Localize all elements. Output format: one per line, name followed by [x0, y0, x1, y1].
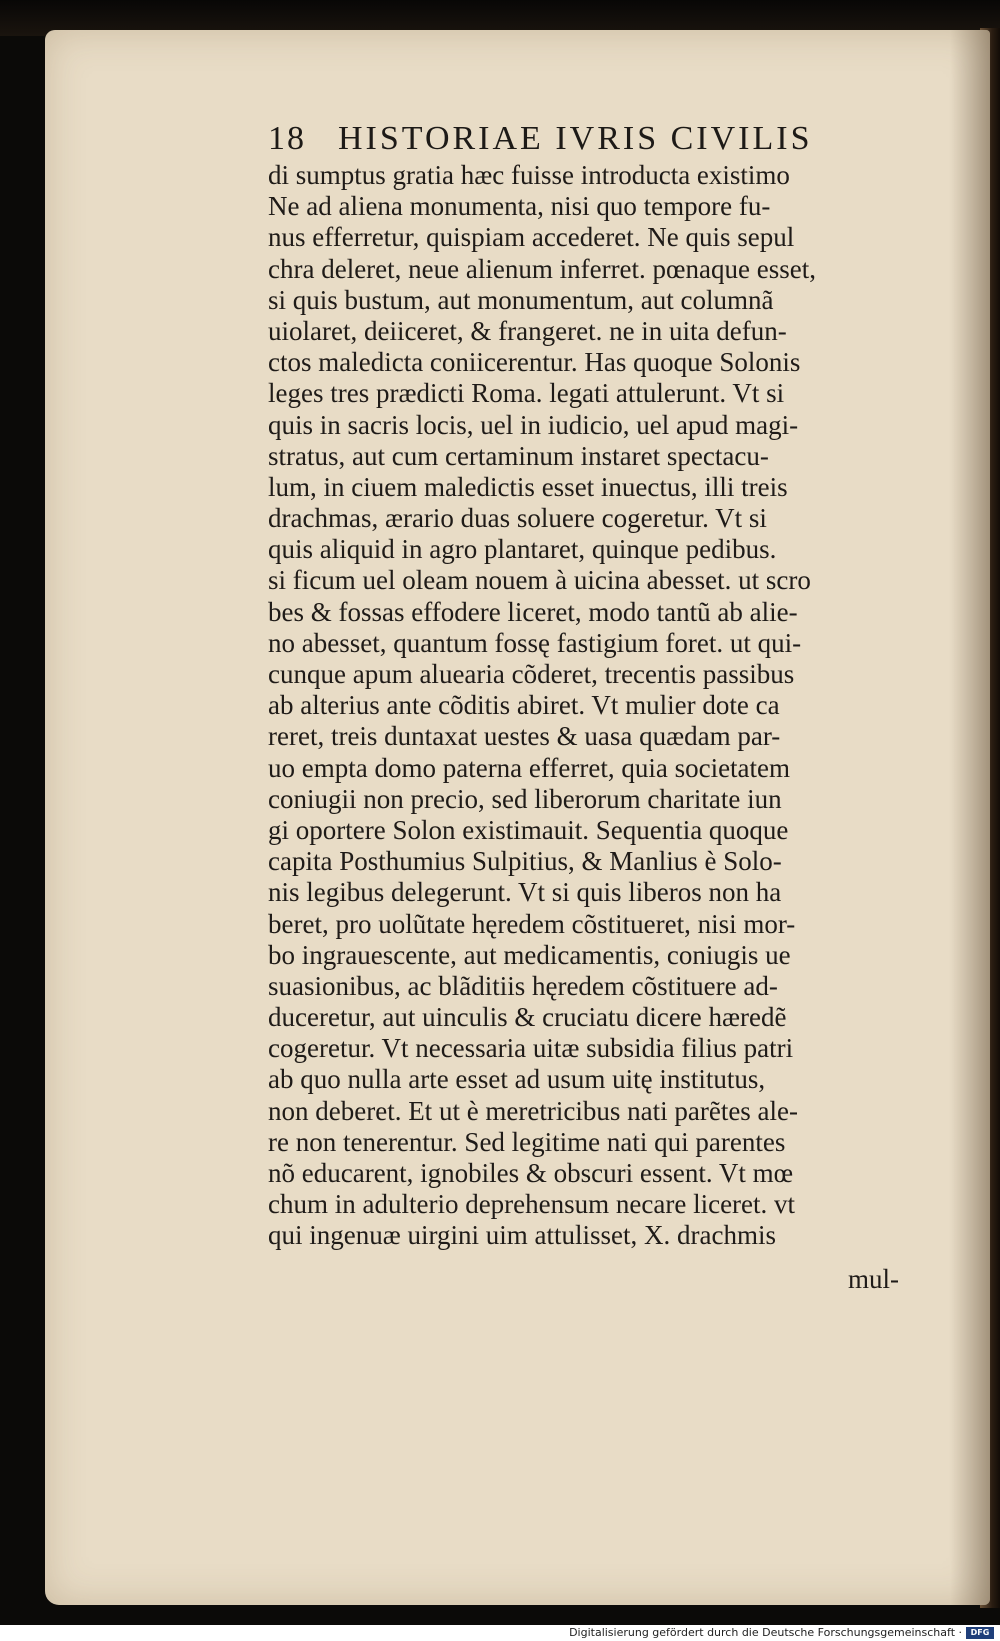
text-line: ab quo nulla arte esset ad usum uitę institutus,: [268, 1064, 766, 1095]
text-line: beret, pro uolũtate hęredem cõstitueret, nisi mor-: [268, 908, 796, 939]
text-line: reret, treis duntaxat uestes & uasa quædam par-: [268, 721, 781, 752]
text-line: ctos maledicta coniicerentur. Has quoque Solonis: [268, 347, 801, 378]
text-line: suasionibus, ac blãditiis hęredem cõstituere ad-: [268, 970, 778, 1001]
text-line: duceretur, aut uinculis & cruciatu dicere hæredẽ: [268, 1002, 787, 1033]
text-line: ab alterius ante cõditis abiret. Vt mulier dote ca: [268, 690, 780, 721]
text-line: cunque apum aluearia cõderet, trecentis passibus: [268, 659, 795, 689]
catchword: mul-: [848, 1264, 899, 1294]
text-line: quis in sacris locis, uel in iudicio, uel apud magi-: [268, 409, 799, 440]
text-line: di sumptus gratia hæc fuisse introducta existimo: [268, 160, 790, 190]
text-line: Ne ad aliena monumenta, nisi quo tempore fu-: [268, 191, 771, 222]
text-line: uo empta domo paterna efferret, quia societatem: [268, 752, 791, 783]
text-line: stratus, aut cum certaminum instaret spectacu-: [268, 440, 769, 471]
text-line: bes & fossas effodere liceret, modo tantũ ab alie-: [268, 596, 798, 627]
text-line: nus efferretur, quispiam accederet. Ne quis sepul: [268, 222, 795, 253]
text-line: no abesset, quantum fossę fastigium foret. ut qui-: [268, 627, 802, 658]
page-number: 18: [268, 120, 306, 157]
text-line: gi oportere Solon existimauit. Sequentia quoque: [268, 814, 789, 845]
text-line: chum in adulterio deprehensum necare liceret. vt: [268, 1189, 796, 1220]
text-line: capita Posthumius Sulpitius, & Manlius è Solo-: [268, 846, 782, 877]
page-header: [268, 120, 888, 160]
funding-credit: Digitalisierung gefördert durch die Deutsche Forschungsgemeinschaft ·: [569, 1626, 962, 1639]
running-head: HISTORIAE IVRIS CIVILIS: [338, 120, 813, 157]
footer-bar: [0, 1625, 1000, 1641]
dfg-logo: DFG: [966, 1627, 994, 1639]
text-line: si quis bustum, aut monumentum, aut columnã: [268, 284, 774, 315]
text-line: leges tres prædicti Roma. legati attulerunt. Vt si: [268, 378, 785, 409]
text-line: non deberet. Et ut è meretricibus nati parẽtes ale-: [268, 1095, 799, 1126]
text-line: nis legibus delegerunt. Vt si quis liberos non ha: [268, 877, 782, 908]
text-line: drachmas, ærario duas soluere cogeretur. Vt si: [268, 503, 767, 534]
text-line: bo ingrauescente, aut medicamentis, coniugis ue: [268, 939, 791, 970]
text-line: si ficum uel oleam nouem à uicina abesset. ut scro: [268, 565, 811, 596]
text-line: qui ingenuæ uirgini uim attulisset, X. drachmis: [268, 1220, 776, 1251]
text-line: cogeretur. Vt necessaria uitæ subsidia filius patri: [268, 1033, 794, 1064]
text-line: nõ educarent, ignobiles & obscuri essent. Vt mœ: [268, 1158, 794, 1188]
page-shadow: [950, 30, 990, 1605]
text-line: re non tenerentur. Sed legitime nati qui parentes: [268, 1126, 786, 1157]
text-line: chra deleret, neue alienum inferret. pœnaque esset,: [268, 253, 816, 284]
text-line: uiolaret, deiiceret, & frangeret. ne in uita defun-: [268, 315, 787, 346]
text-line: lum, in ciuem maledictis esset inuectus, illi treis: [268, 471, 788, 502]
text-line: quis aliquid in agro plantaret, quinque pedibus.: [268, 534, 777, 565]
text-line: coniugii non precio, sed liberorum charitate iun: [268, 783, 782, 814]
body-text: [268, 160, 908, 1252]
